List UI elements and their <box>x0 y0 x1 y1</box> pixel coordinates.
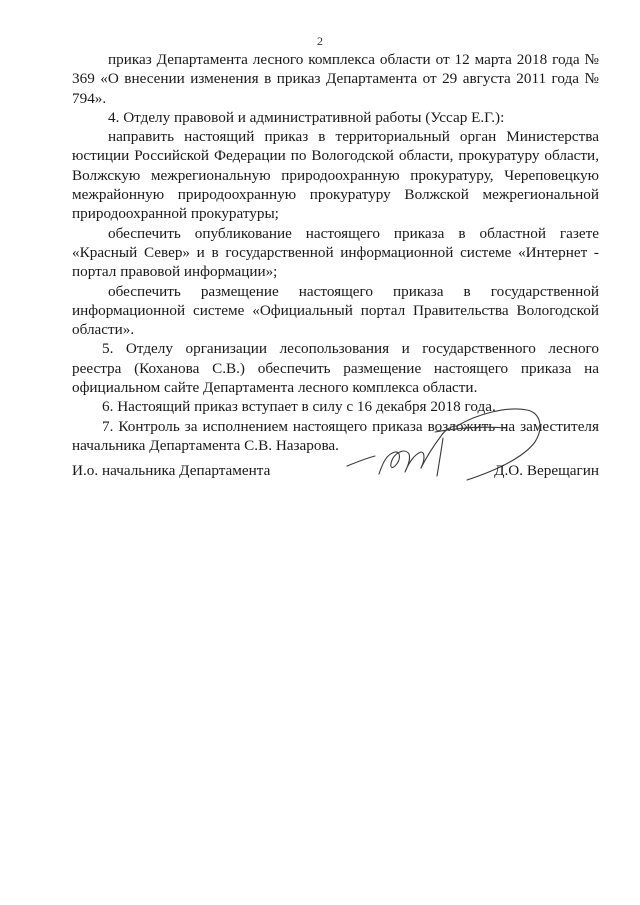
paragraph-continuation: приказ Департамента лесного комплекса области от 12 марта 2018 года № 369 «О внесении изменения в приказ Департамента от 29 августа 2011 года № 794». <box>72 51 599 107</box>
paragraph-send-order: направить настоящий приказ в территориальный орган Министерства юстиции Российской Федерации по Вологодской области, прокуратуру области, Волжскую межрегиональную природоохранную прокуратуру, Череповецкую межрайонную природоохранную прокуратуру Волжской межрегиональной природоохранной прокуратуры; <box>72 128 599 223</box>
paragraph-item-7: 7. Контроль за исполнением настоящего приказа возложить на заместителя начальника Департамента С.В. Назарова. <box>72 417 599 454</box>
signer-title: И.о. начальника Департамента <box>72 462 271 479</box>
paragraph-publication: обеспечить опубликование настоящего приказа в областной газете «Красный Север» и в государственной информационной системе «Интернет - портал правовой информации»; <box>72 224 599 281</box>
page-number: 2 <box>317 34 323 48</box>
paragraph-item-6: 6. Настоящий приказ вступает в силу с 16 декабря 2018 года. <box>102 398 496 416</box>
handwritten-signature <box>317 396 557 496</box>
paragraph-placement: обеспечить размещение настоящего приказа в государственной информационной системе «Официальный портал Правительства Вологодской области». <box>72 282 599 339</box>
paragraph-item-5: 5. Отделу организации лесопользования и государственного лесного реестра (Коханова С.В.) обеспечить размещение настоящего приказа на официальном сайте Департамента лесного комплекса области. <box>72 340 599 397</box>
signature-block <box>72 458 599 488</box>
document-body <box>72 50 599 455</box>
signer-name: Д.О. Верещагин <box>494 462 599 479</box>
paragraph-item-4: 4. Отделу правовой и административной работы (Уссар Е.Г.): <box>108 108 505 126</box>
